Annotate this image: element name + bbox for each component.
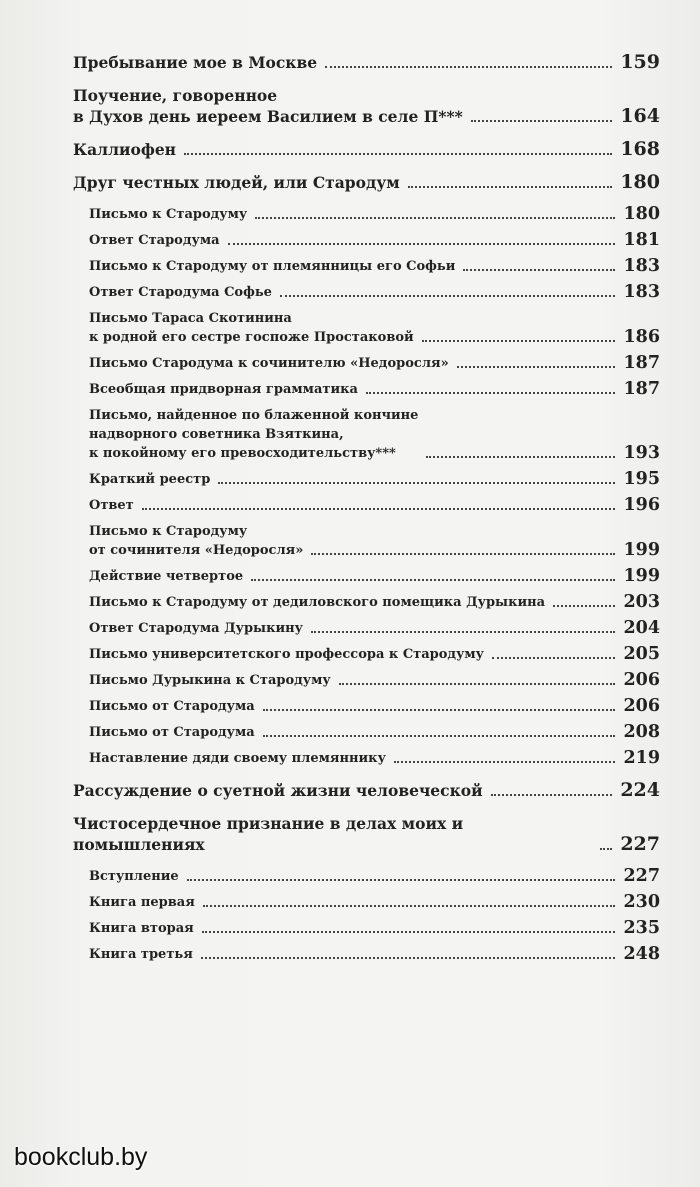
toc-entry bbox=[89, 697, 660, 716]
toc-entry-page: 195 bbox=[623, 469, 660, 489]
toc-entry bbox=[89, 723, 660, 742]
dot-leader bbox=[491, 794, 613, 796]
dot-leader bbox=[600, 848, 612, 850]
toc-entry-title: Действие четвертое bbox=[89, 569, 244, 584]
toc-entry-page: 227 bbox=[623, 866, 660, 886]
toc-entry-title: Книга третья bbox=[89, 947, 193, 962]
toc-entry bbox=[89, 257, 660, 276]
toc-entry-title: Письмо, найденное по блаженной кончине надворного советника Взяткина, к покойному его превосходительству*** bbox=[89, 408, 419, 461]
toc-entry-page: 248 bbox=[623, 944, 660, 964]
toc-entry-page: 187 bbox=[623, 379, 660, 399]
toc-entry bbox=[89, 406, 660, 463]
toc-entry-title: Письмо Стародума к сочинителю «Недоросля» bbox=[89, 356, 449, 371]
dot-leader bbox=[187, 879, 616, 881]
dot-leader bbox=[201, 957, 616, 959]
toc-entry-title: Письмо Тараса Скотинина к родной его сестре госпоже Простаковой bbox=[89, 311, 414, 345]
toc-entry-title: Письмо Дурыкина к Стародуму bbox=[89, 673, 331, 688]
toc-entry bbox=[89, 749, 660, 768]
toc-entry-page: 219 bbox=[623, 748, 660, 768]
toc-entry bbox=[89, 231, 660, 250]
toc-entry-title: Письмо к Стародуму bbox=[89, 207, 248, 222]
dot-leader bbox=[553, 605, 615, 607]
toc-entry bbox=[73, 52, 660, 73]
toc-entry-page: 235 bbox=[623, 918, 660, 938]
toc-entry-page: 224 bbox=[620, 779, 660, 801]
dot-leader bbox=[408, 186, 613, 188]
toc-entry-page: 208 bbox=[623, 722, 660, 742]
toc-entry-page: 180 bbox=[620, 171, 660, 193]
toc-entry-page: 193 bbox=[623, 443, 660, 463]
toc-entry-page: 227 bbox=[620, 833, 660, 855]
toc-entry-page: 205 bbox=[623, 644, 660, 664]
toc-entry-title: Ответ Стародума Софье bbox=[89, 285, 272, 300]
dot-leader bbox=[311, 631, 616, 633]
dot-leader bbox=[426, 456, 615, 458]
dot-leader bbox=[366, 392, 616, 394]
toc-entry-title: Поучение, говоренное в Духов день иереем Василием в селе П*** bbox=[73, 86, 463, 126]
dot-leader bbox=[228, 243, 616, 245]
toc-entry-page: 183 bbox=[623, 256, 660, 276]
toc-entry bbox=[73, 139, 660, 160]
dot-leader bbox=[457, 366, 616, 368]
toc-entry-page: 164 bbox=[620, 105, 660, 127]
toc-entry bbox=[89, 593, 660, 612]
toc-entry bbox=[73, 780, 660, 801]
toc-entry-page: 159 bbox=[620, 51, 660, 73]
dot-leader bbox=[325, 66, 612, 68]
toc-entry bbox=[89, 309, 660, 347]
dot-leader bbox=[263, 709, 616, 711]
toc-entry-title: Пребывание мое в Москве bbox=[73, 53, 318, 72]
toc-entry-page: 183 bbox=[623, 282, 660, 302]
toc-entry-title: Письмо от Стародума bbox=[89, 725, 255, 740]
toc-entry-page: 187 bbox=[623, 353, 660, 373]
dot-leader bbox=[202, 931, 616, 933]
toc-entry bbox=[89, 380, 660, 399]
toc-entry bbox=[89, 470, 660, 489]
toc-entry-page: 230 bbox=[623, 892, 660, 912]
toc-entry-title: Книга вторая bbox=[89, 921, 194, 936]
toc-entry-title: Ответ Стародума bbox=[89, 233, 220, 248]
table-of-contents bbox=[73, 52, 660, 971]
toc-entry bbox=[73, 85, 660, 127]
toc-entry bbox=[89, 919, 660, 938]
dot-leader bbox=[463, 269, 615, 271]
toc-entry-title: Чистосердечное признание в делах моих и помышлениях bbox=[73, 814, 464, 854]
toc-entry-title: Каллиофен bbox=[73, 140, 177, 159]
toc-entry-title: Вступление bbox=[89, 869, 179, 884]
toc-entry-title: Рассуждение о суетной жизни человеческой bbox=[73, 781, 483, 800]
toc-entry-page: 168 bbox=[620, 138, 660, 160]
toc-entry-page: 196 bbox=[623, 495, 660, 515]
toc-entry-title: Всеобщая придворная грамматика bbox=[89, 382, 358, 397]
toc-entry-page: 204 bbox=[623, 618, 660, 638]
toc-entry-title: Письмо к Стародуму от дедиловского помещика Дурыкина bbox=[89, 595, 546, 610]
dot-leader bbox=[280, 295, 616, 297]
toc-entry-page: 181 bbox=[623, 230, 660, 250]
toc-entry-title: Письмо университетского профессора к Стародуму bbox=[89, 647, 485, 662]
toc-entry bbox=[89, 567, 660, 586]
toc-entry-title: Краткий реестр bbox=[89, 472, 211, 487]
toc-entry-title: Ответ bbox=[89, 498, 134, 513]
dot-leader bbox=[203, 905, 616, 907]
toc-entry-title: Письмо от Стародума bbox=[89, 699, 255, 714]
toc-entry bbox=[89, 522, 660, 560]
watermark: bookclub.by bbox=[14, 1143, 148, 1171]
dot-leader bbox=[492, 657, 615, 659]
toc-entry-title: Ответ Стародума Дурыкину bbox=[89, 621, 303, 636]
toc-entry-page: 199 bbox=[623, 566, 660, 586]
dot-leader bbox=[255, 217, 615, 219]
dot-leader bbox=[471, 120, 613, 122]
dot-leader bbox=[251, 579, 615, 581]
toc-entry-title: Письмо к Стародуму от сочинителя «Недоросля» bbox=[89, 524, 304, 558]
toc-entry bbox=[89, 619, 660, 638]
toc-entry bbox=[89, 205, 660, 224]
toc-entry bbox=[73, 172, 660, 193]
toc-entry bbox=[73, 813, 660, 855]
dot-leader bbox=[184, 153, 612, 155]
dot-leader bbox=[218, 482, 615, 484]
toc-entry-page: 186 bbox=[623, 327, 660, 347]
dot-leader bbox=[422, 340, 616, 342]
toc-entry-page: 199 bbox=[623, 540, 660, 560]
toc-entry-page: 206 bbox=[623, 670, 660, 690]
toc-entry-title: Друг честных людей, или Стародум bbox=[73, 173, 400, 192]
toc-entry-page: 206 bbox=[623, 696, 660, 716]
dot-leader bbox=[142, 508, 616, 510]
dot-leader bbox=[263, 735, 616, 737]
toc-entry bbox=[89, 867, 660, 886]
toc-entry-page: 203 bbox=[623, 592, 660, 612]
toc-entry-title: Письмо к Стародуму от племянницы его Софьи bbox=[89, 259, 456, 274]
dot-leader bbox=[311, 553, 615, 555]
toc-entry-page: 180 bbox=[623, 204, 660, 224]
toc-entry bbox=[89, 671, 660, 690]
dot-leader bbox=[339, 683, 616, 685]
dot-leader bbox=[394, 761, 616, 763]
toc-entry bbox=[89, 496, 660, 515]
toc-entry bbox=[89, 893, 660, 912]
toc-entry-title: Книга первая bbox=[89, 895, 195, 910]
toc-entry bbox=[89, 354, 660, 373]
toc-entry-title: Наставление дяди своему племяннику bbox=[89, 751, 386, 766]
toc-entry bbox=[89, 945, 660, 964]
toc-entry bbox=[89, 283, 660, 302]
toc-entry bbox=[89, 645, 660, 664]
